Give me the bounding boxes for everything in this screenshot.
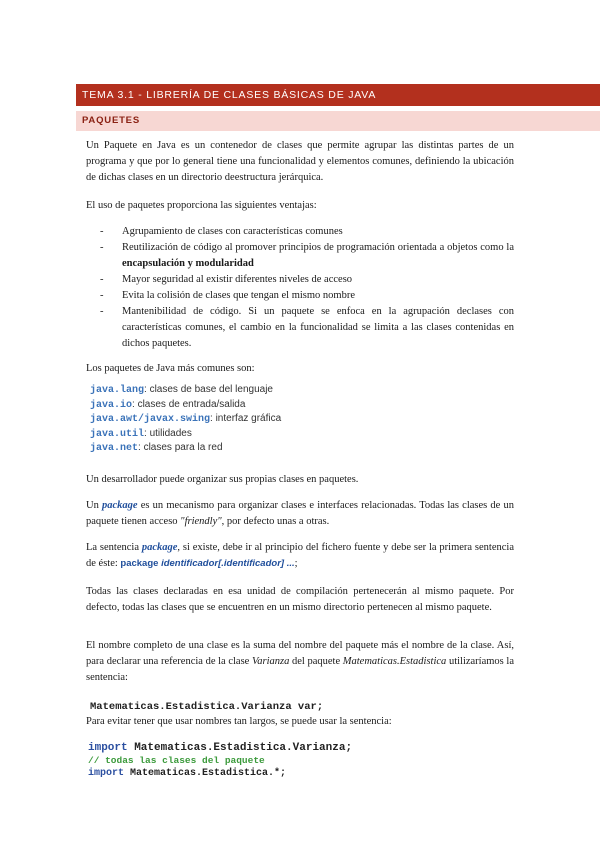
full-name-paragraph bbox=[86, 638, 514, 686]
list-item bbox=[100, 288, 514, 304]
syntax-identifier: identificador[.identificador] ... bbox=[158, 558, 295, 569]
text-run: es un mecanismo para organizar clases e interfaces relacionadas. Todas las clases de un paquete tienen acceso bbox=[86, 500, 514, 527]
text-run: utilizaríamos la sentencia: bbox=[86, 656, 514, 683]
common-packages-label: Los paquetes de Java más comunes son: bbox=[86, 363, 255, 374]
list-item-text: Mantenibilidad de código. Si un paquete se enfoca en la agrupación declases con características comunes, el cambio en la funcionalidad se limita a las clases contenidas en dichos paquetes. bbox=[122, 306, 514, 349]
syntax-keyword: package bbox=[120, 558, 159, 569]
advantages-label: El uso de paquetes proporciona las siguientes ventajas: bbox=[86, 200, 317, 211]
text-run: Un bbox=[86, 500, 102, 511]
package-desc: : clases de base del lenguaje bbox=[144, 384, 273, 395]
import-code-block bbox=[88, 742, 352, 781]
package-row bbox=[90, 398, 281, 413]
class-name: Varianza bbox=[252, 656, 290, 667]
code-text: Matematicas.Estadistica.Varianza bbox=[127, 742, 346, 754]
list-item bbox=[100, 240, 514, 272]
package-keyword: package bbox=[102, 500, 138, 511]
package-statement-paragraph bbox=[86, 540, 514, 572]
code-keyword: import bbox=[88, 768, 125, 779]
declaration-code: Matematicas.Estadistica.Varianza var; bbox=[90, 701, 324, 713]
list-item-text: Mayor seguridad al existir diferentes niveles de acceso bbox=[122, 274, 353, 285]
classes-paragraph: Todas las clases declaradas en esa unidad de compilación pertenecerán al mismo paquete. Por defecto, todas las clases que se encuentren en un mismo directorio pertenecen al mismo paquete. bbox=[86, 586, 514, 613]
package-row bbox=[90, 441, 281, 456]
code-text: Matematicas.Estadistica.*; bbox=[124, 768, 287, 779]
code-line bbox=[88, 755, 352, 769]
list-item-text: Evita la colisión de clases que tengan el mismo nombre bbox=[122, 290, 355, 301]
code-keyword: import bbox=[88, 742, 128, 754]
code-comment: // todas las clases del paquete bbox=[88, 754, 265, 766]
list-item-emphasis: encapsulación y modularidad bbox=[122, 258, 254, 269]
intro-paragraph: Un Paquete en Java es un contenedor de clases que permite agrupar las distintas partes de un programa y que por lo general tiene una funcionalidad y elementos comunes, definiendo la ubicación de dichas clases en un directorio deestructura jerárquica. bbox=[86, 140, 514, 183]
code-line bbox=[88, 768, 352, 781]
package-row bbox=[90, 383, 281, 398]
text-run: El nombre completo de una clase es la suma del nombre del paquete más el nombre de la clase. Así, para declarar una referencia de la clase bbox=[86, 640, 514, 667]
package-name: java.io bbox=[90, 399, 133, 411]
text-run: La sentencia bbox=[86, 542, 142, 553]
chapter-banner: TEMA 3.1 - LIBRERÍA DE CLASES BÁSICAS DE JAVA bbox=[76, 84, 600, 106]
package-desc: : clases de entrada/salida bbox=[132, 398, 246, 410]
friendly-term: "friendly" bbox=[180, 516, 222, 527]
package-desc: : interfaz gráfica bbox=[210, 413, 282, 424]
section-title: PAQUETES bbox=[76, 111, 600, 131]
list-item bbox=[100, 224, 514, 240]
list-item bbox=[100, 272, 514, 288]
package-desc: : utilidades bbox=[144, 427, 192, 439]
package-name: Matematicas.Estadistica bbox=[342, 656, 447, 667]
package-name: java.awt/javax.swing bbox=[90, 414, 211, 425]
package-name: java.util bbox=[90, 428, 145, 440]
package-desc: : clases para la red bbox=[138, 442, 223, 453]
text-run: ; bbox=[294, 558, 298, 569]
package-definition-paragraph bbox=[86, 498, 514, 530]
package-name: java.net bbox=[90, 443, 139, 454]
common-packages-list bbox=[90, 383, 281, 456]
package-row bbox=[90, 427, 281, 442]
text-run: del paquete bbox=[289, 656, 343, 667]
list-item bbox=[100, 304, 514, 352]
package-keyword: package bbox=[141, 542, 178, 553]
package-syntax bbox=[120, 558, 294, 569]
code-text: ; bbox=[345, 742, 353, 754]
list-item-text: Agrupamiento de clases con características comunes bbox=[122, 226, 343, 237]
package-name: java.lang bbox=[90, 385, 145, 396]
list-item-text: Reutilización de código al promover principios de programación orientada a objetos como la bbox=[122, 242, 514, 253]
text-run: , si existe, debe ir al principio del fichero fuente y debe ser la primera sentencia de éste: bbox=[86, 542, 514, 569]
package-row bbox=[90, 412, 281, 427]
code-line bbox=[88, 742, 352, 755]
advantages-list bbox=[100, 224, 514, 352]
developer-paragraph: Un desarrollador puede organizar sus propias clases en paquetes. bbox=[86, 474, 359, 485]
avoid-long-names-paragraph: Para evitar tener que usar nombres tan largos, se puede usar la sentencia: bbox=[86, 716, 392, 727]
text-run: , por defecto unas a otras. bbox=[221, 516, 330, 527]
